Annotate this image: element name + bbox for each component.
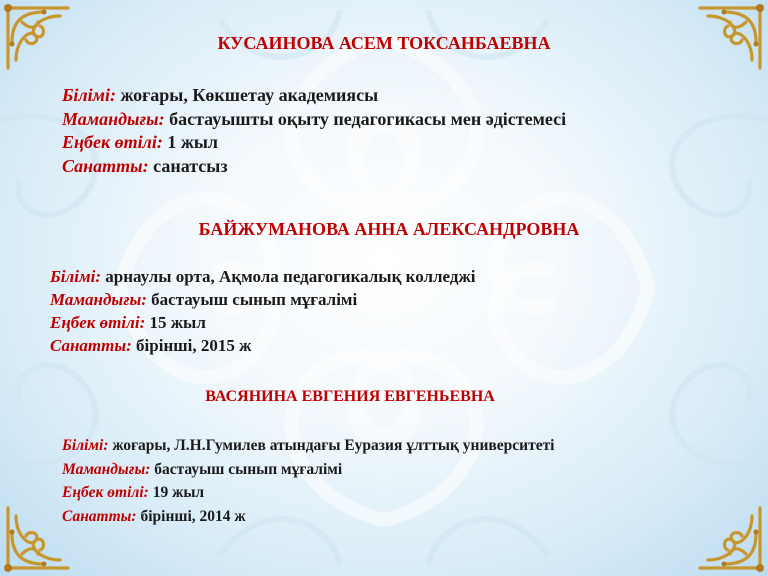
experience-value: 19 жыл <box>152 484 205 501</box>
specialty-label: Мамандығы: <box>62 460 151 478</box>
experience-row <box>50 311 476 334</box>
category-label: Санатты: <box>50 336 132 355</box>
education-label: Білімі: <box>62 437 109 454</box>
specialty-row <box>62 108 566 132</box>
experience-value: 1 жыл <box>167 132 219 152</box>
category-value: бірінші, 2014 ж <box>140 507 246 525</box>
experience-row <box>62 481 555 505</box>
education-value: арнаулы орта, Ақмола педагогикалық колледжі <box>105 267 476 286</box>
specialty-value: бастауыш сынып мұғалімі <box>154 460 343 478</box>
category-row <box>62 155 566 179</box>
education-value: жоғары, Көкшетау академиясы <box>120 85 379 105</box>
specialty-row <box>50 288 476 311</box>
specialty-row <box>62 458 555 482</box>
experience-row <box>62 131 566 155</box>
education-label: Білімі: <box>50 267 101 286</box>
category-row <box>62 505 555 529</box>
education-row <box>50 265 476 288</box>
person-1-details <box>62 84 566 178</box>
education-row <box>62 434 555 458</box>
category-label: Санатты: <box>62 155 149 176</box>
education-label: Білімі: <box>62 85 116 105</box>
gold-ornament-corner-icon <box>694 502 766 574</box>
experience-label: Еңбек өтілі: <box>62 132 163 152</box>
specialty-value: бастауышты оқыту педагогикасы мен әдістемесі <box>169 108 567 129</box>
person-1-name: КУСАИНОВА АСЕМ ТОКСАНБАЕВНА <box>217 33 551 53</box>
experience-label: Еңбек өтілі: <box>62 484 149 501</box>
person-2-name: БАЙЖУМАНОВА АННА АЛЕКСАНДРОВНА <box>198 219 580 239</box>
education-row <box>62 84 566 108</box>
person-2-details <box>50 265 476 357</box>
experience-label: Еңбек өтілі: <box>50 313 146 332</box>
category-label: Санатты: <box>62 507 137 525</box>
category-value: санатсыз <box>153 155 228 176</box>
specialty-label: Мамандығы: <box>62 108 165 129</box>
person-3-details <box>62 434 555 528</box>
specialty-label: Мамандығы: <box>50 290 147 309</box>
person-3-name: ВАСЯНИНА ЕВГЕНИЯ ЕВГЕНЬЕВНА <box>205 388 495 405</box>
education-value: жоғары, Л.Н.Гумилев атындағы Еуразия ұлттық университеті <box>112 437 555 454</box>
experience-value: 15 жыл <box>149 313 206 332</box>
category-row <box>50 334 476 357</box>
category-value: бірінші, 2015 ж <box>136 336 252 355</box>
specialty-value: бастауыш сынып мұғалімі <box>151 290 358 309</box>
